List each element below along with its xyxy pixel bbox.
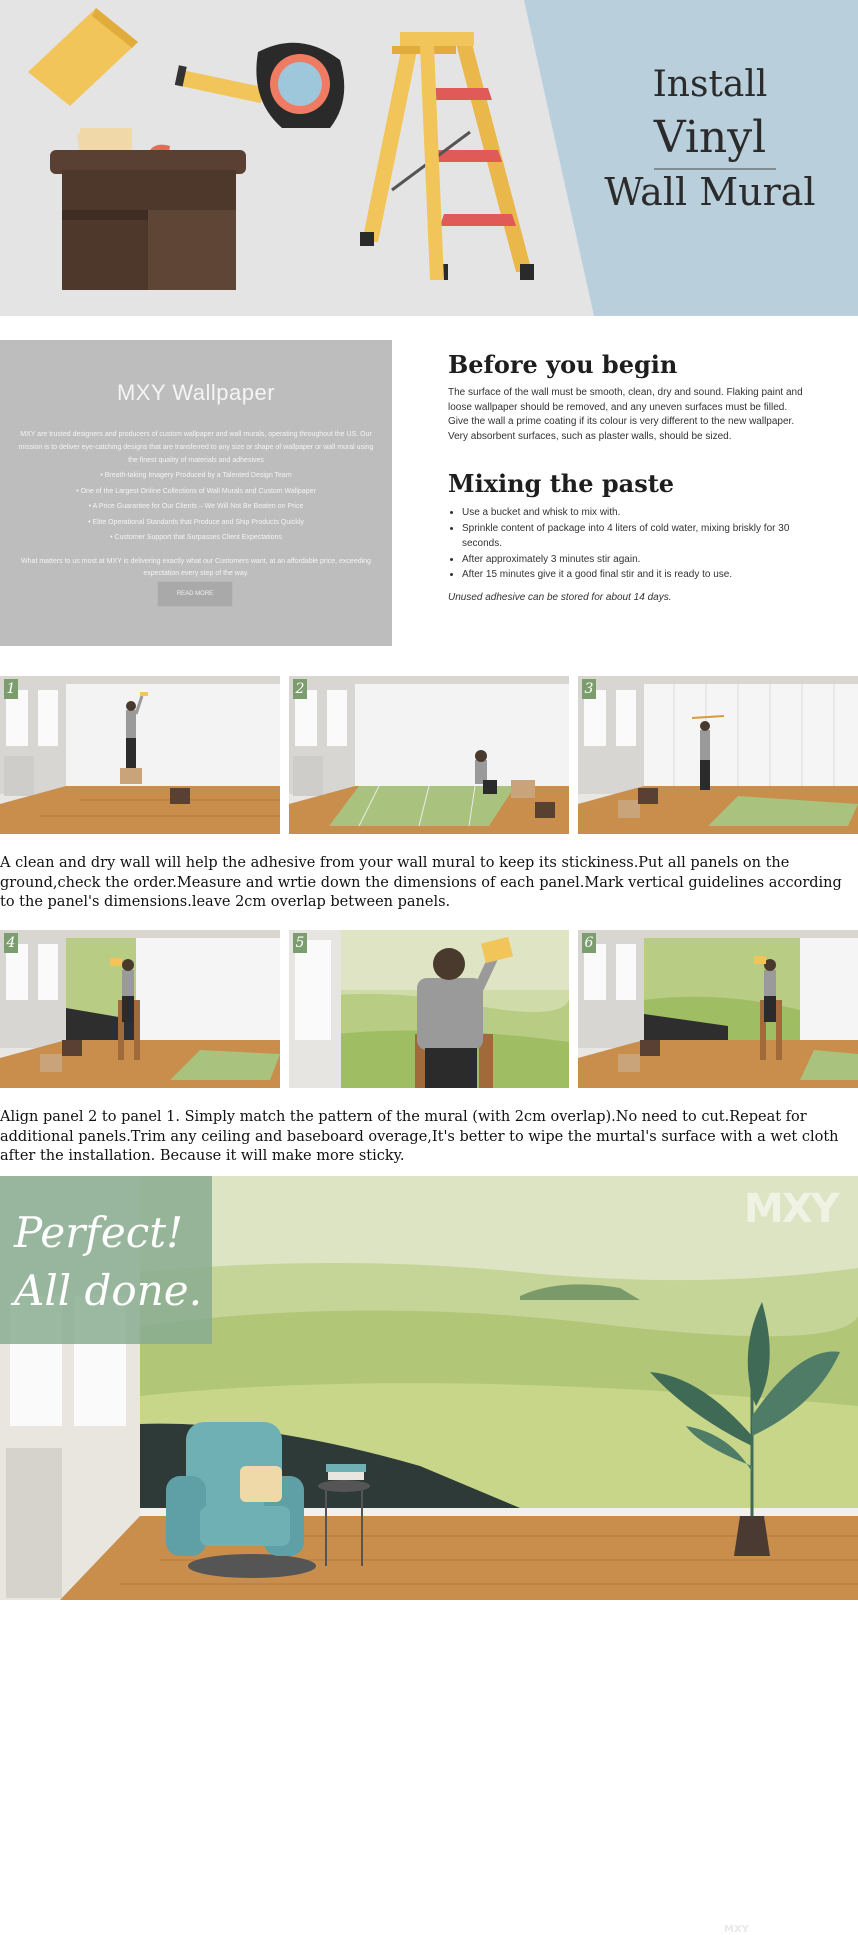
- promo-bullet: • Customer Support that Surpasses Client Expectations: [0, 530, 392, 546]
- room-illustration: [289, 676, 569, 834]
- toolbox-icon: [50, 128, 246, 290]
- room-illustration: [0, 930, 280, 1088]
- measuring-tape-icon: [175, 43, 344, 128]
- mixing-step: • After approximately 3 minutes stir again.: [462, 552, 827, 568]
- room-illustration: [578, 676, 858, 834]
- step-number-badge: 2: [293, 679, 307, 699]
- step-panel-6: [578, 930, 858, 1088]
- promo-bullet-list: [0, 468, 392, 546]
- step-panel-2: [289, 676, 569, 834]
- mixing-step: • Use a bucket and whisk to mix with.: [462, 505, 827, 521]
- read-more-button[interactable]: READ MORE: [157, 581, 233, 607]
- title-vinyl: Vinyl: [653, 112, 767, 163]
- promo-intro: MXY are trusted designers and producers of custom wallpaper and wall murals, operating throughout the US. Our mission is to deliver eye-catching designs that are transferred to any size or shape of wallpaper or wall mural using the finest quality of materials and adhesives: [18, 431, 374, 464]
- done-message: [14, 1204, 202, 1320]
- step-number-badge: 5: [293, 933, 307, 953]
- mixing-step: • Sprinkle content of package into 4 liters of cold water, mixing briskly for 30 seconds.: [462, 521, 827, 552]
- promo-bullet: • Elite Operational Standards that Produce and Ship Products Quickly: [0, 515, 392, 531]
- room-illustration: [578, 930, 858, 1088]
- promo-closing: What matters to us most at MXY is delivering exactly what our Customers want, at an affordable price, exceeding expectation every step of the way.: [21, 558, 371, 577]
- mixing-step: • After 15 minutes give it a good final stir and it is ready to use.: [462, 567, 827, 583]
- promo-title: MXY Wallpaper: [116, 380, 276, 405]
- closeup-illustration: [289, 930, 569, 1088]
- step-caption-4-6: Align panel 2 to panel 1. Simply match the pattern of the mural (with 2cm overlap).No need to cut.Repeat for additional panels.Trim any ceiling and baseboard overage,It's better to wipe the murtal's surface with a wet cloth after the installation. Because it will make more sticky.: [0, 1109, 839, 1164]
- promo-bullet: • Breath-taking Imagery Produced by a Talented Design Team: [0, 468, 392, 484]
- before-body: The surface of the wall must be smooth, clean, dry and sound. Flaking paint and loose wallpaper should be removed, and any uneven surfaces must be filled. Give the wall a prime coating if its colour is very different to the new wallpaper. Very absorbent surfaces, such as plaster walls, should be sized.: [448, 387, 803, 442]
- step-panel-4: [0, 930, 280, 1088]
- final-room: [0, 1176, 858, 1600]
- promo-bullet: • One of the Largest Online Collections of Wall Murals and Custom Wallpaper: [0, 484, 392, 500]
- promo-panel: [0, 340, 392, 646]
- step-panel-1: [0, 676, 280, 834]
- mixing-steps-list: [448, 505, 827, 583]
- before-heading: Before you begin: [448, 350, 678, 379]
- sponge-icon: [28, 8, 138, 106]
- mixing-heading: Mixing the paste: [448, 469, 675, 498]
- step-number-badge: 6: [582, 933, 596, 953]
- room-illustration: [0, 676, 280, 834]
- title-wall-mural: Wall Mural: [604, 170, 816, 214]
- done-line-1: Perfect!: [14, 1208, 183, 1257]
- step-number-badge: 4: [4, 933, 18, 953]
- shirt-logo: MXY: [724, 1924, 749, 1935]
- title-install: Install: [652, 64, 768, 105]
- brand-watermark: MXY: [744, 1186, 838, 1232]
- ladder-icon: [360, 32, 534, 280]
- step-caption-1-3: A clean and dry wall will help the adhesive from your wall mural to keep its stickiness.Put all panels on the ground,check the order.Measure and wrtie down the dimensions of each panel.Mark vertical guidelines according to the panel's dimensions.leave 2cm overlap between panels.: [0, 855, 842, 910]
- hero-banner: [0, 0, 858, 316]
- mixing-note: Unused adhesive can be stored for about 14 days.: [448, 592, 672, 603]
- step-number-badge: 3: [582, 679, 596, 699]
- promo-bullet: • A Price Guarantee for Our Clients – We Will Not Be Beaten on Price: [0, 499, 392, 515]
- done-line-2: All done.: [14, 1266, 202, 1315]
- step-panel-3: [578, 676, 858, 834]
- step-number-badge: 1: [4, 679, 18, 699]
